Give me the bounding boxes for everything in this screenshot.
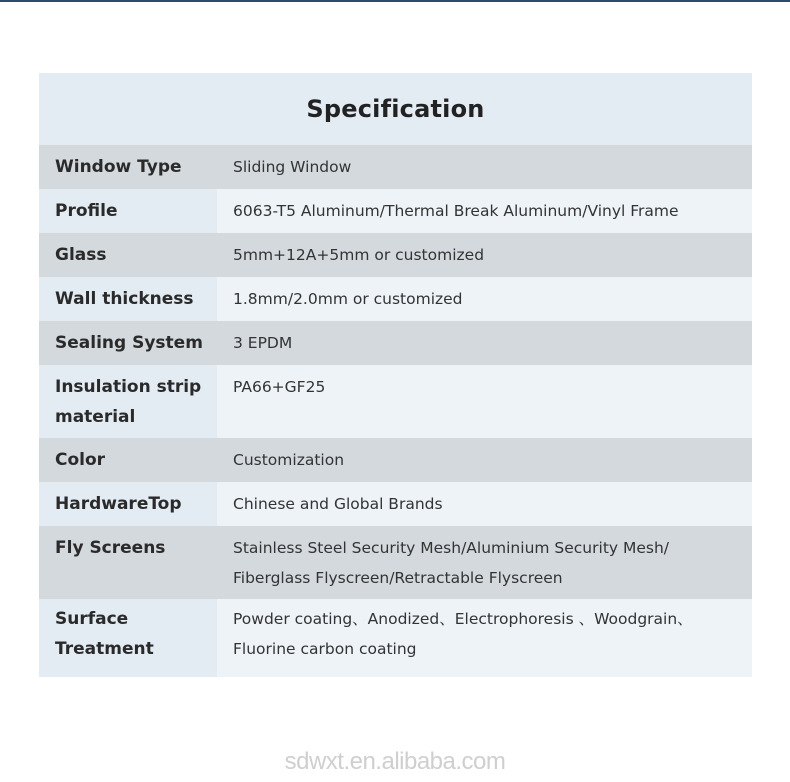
row-value-line: Fluorine carbon coating — [233, 640, 417, 658]
row-value: 6063-T5 Aluminum/Thermal Break Aluminum/Vinyl Frame — [217, 189, 752, 233]
row-value: Sliding Window — [217, 145, 752, 189]
row-color — [39, 438, 752, 482]
row-value — [217, 526, 752, 599]
specification-table — [39, 73, 752, 677]
row-insulation-strip — [39, 365, 752, 438]
row-wall-thickness — [39, 277, 752, 321]
row-window-type — [39, 145, 752, 189]
row-value: Chinese and Global Brands — [217, 482, 752, 526]
row-label: Wall thickness — [39, 277, 217, 321]
row-value: 1.8mm/2.0mm or customized — [217, 277, 752, 321]
row-value-line: Powder coating、Anodized、Electrophoresis 、Woodgrain、 — [233, 610, 693, 628]
row-label-line: Treatment — [55, 639, 154, 659]
top-rule — [0, 0, 790, 2]
row-label-line: Surface — [55, 609, 129, 629]
row-value: 5mm+12A+5mm or customized — [217, 233, 752, 277]
table-header — [39, 73, 752, 145]
row-sealing-system — [39, 321, 752, 365]
row-label — [39, 365, 217, 438]
row-glass — [39, 233, 752, 277]
row-label-line: Insulation strip — [55, 377, 202, 397]
row-label: Color — [39, 438, 217, 482]
row-label: Fly Screens — [39, 526, 217, 599]
row-value: Customization — [217, 438, 752, 482]
row-label: HardwareTop — [39, 482, 217, 526]
row-label — [39, 599, 217, 677]
row-fly-screens — [39, 526, 752, 599]
row-label: Glass — [39, 233, 217, 277]
row-value-line: Fiberglass Flyscreen/Retractable Flyscreen — [233, 569, 563, 587]
row-label: Sealing System — [39, 321, 217, 365]
row-surface-treatment — [39, 599, 752, 677]
row-value: PA66+GF25 — [217, 365, 752, 438]
row-label: Window Type — [39, 145, 217, 189]
row-value-line: Stainless Steel Security Mesh/Aluminium Security Mesh/ — [233, 539, 670, 557]
row-label-line: material — [55, 407, 136, 427]
row-label: Profile — [39, 189, 217, 233]
row-hardware — [39, 482, 752, 526]
row-profile — [39, 189, 752, 233]
row-value: 3 EPDM — [217, 321, 752, 365]
row-value — [217, 599, 752, 677]
table-title: Specification — [306, 95, 485, 123]
watermark: sdwxt.en.alibaba.com — [284, 748, 506, 775]
